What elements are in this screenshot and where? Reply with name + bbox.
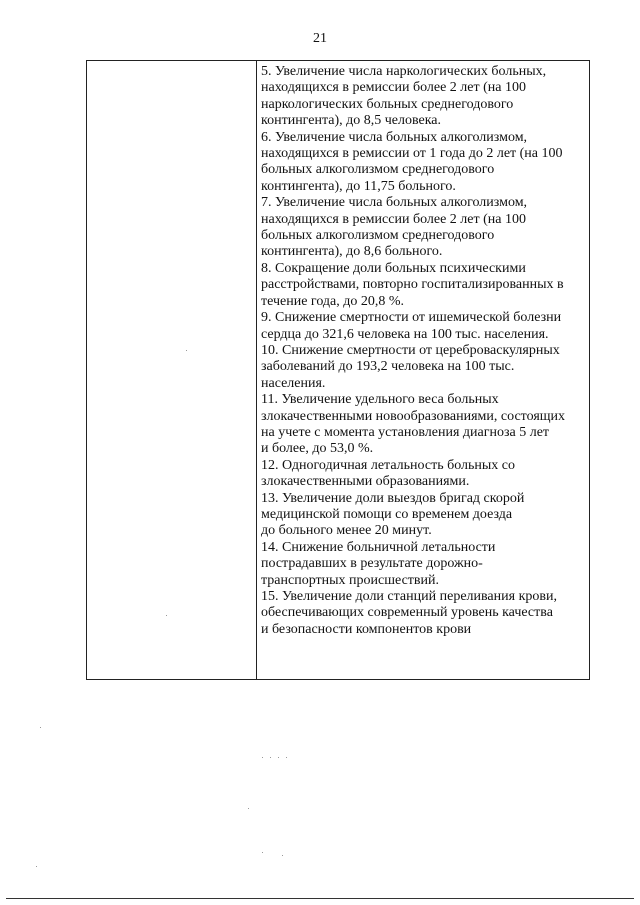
table-right-cell [257,61,589,679]
scan-speck [166,615,167,616]
indicator-table [86,60,590,680]
list-item: 7. Увеличение числа больных алкоголизмом, находящихся в ремиссии более 2 лет (на 100 больных алкоголизмом среднегодового контингента), до 8,6 больного. [261,195,528,260]
scan-speck [40,727,41,728]
scan-speck [36,866,37,867]
list-item: 8. Сокращение доли больных психическими расстройствами, повторно госпитализированных в течение года, до 20,8 %. [261,260,564,309]
scan-speck [248,808,249,809]
scan-speck [278,757,279,758]
table-left-cell [87,61,257,679]
scan-speck [286,757,287,758]
list-item: 14. Снижение больничной летальности пострадавших в результате дорожно- транспортных происшествий. [261,539,496,588]
list-item: 10. Снижение смертности от цереброваскулярных заболеваний до 193,2 человека на 100 тыс. населения. [261,342,560,391]
scan-speck [262,852,263,853]
list-item: 5. Увеличение числа наркологических больных, находящихся в ремиссии более 2 лет (на 100 наркологических больных среднегодового контингента), до 8,5 человека. [261,64,547,129]
list-item: 12. Одногодичная летальность больных со злокачественными образованиями. [261,457,516,490]
bottom-rule [6,898,634,899]
list-item: 9. Снижение смертности от ишемической болезни сердца до 321,6 человека на 100 тыс. населения. [261,310,562,342]
page-number: 21 [313,31,327,46]
list-item: 11. Увеличение удельного веса больных злокачественными новообразованиями, состоящих на учете с момента установления диагноза 5 лет и более, до 53,0 %. [261,392,566,457]
scan-speck [262,757,263,758]
list-item: 13. Увеличение доли выездов бригад скорой медицинской помощи со временем доезда до больного менее 20 минут. [261,490,525,539]
scan-speck [186,350,187,351]
scan-speck [270,757,271,758]
list-item: 15. Увеличение доли станций переливания крови, обеспечивающих современный уровень качества и безопасности компонентов крови [261,589,557,637]
list-item: 6. Увеличение числа больных алкоголизмом, находящихся в ремиссии от 1 года до 2 лет (на 100 больных алкоголизмом среднегодового контингента), до 11,75 больного. [261,129,563,194]
scan-speck [282,855,283,856]
